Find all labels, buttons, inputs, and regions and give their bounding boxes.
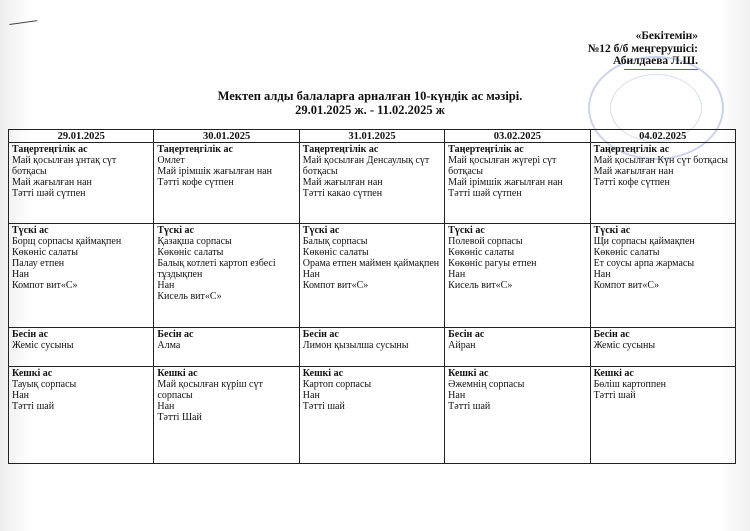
lunch-row [9, 224, 736, 328]
menu-item: Кисель вит«С» [448, 280, 513, 291]
date-header: 31.01.2025 [299, 130, 444, 143]
breakfast-cell [445, 143, 590, 224]
snack-cell [154, 328, 299, 367]
date-header: 04.02.2025 [590, 130, 735, 143]
menu-title-main: Мектеп алды балаларға арналған 10-күндік ас мәзірі. [217, 89, 523, 103]
menu-item: Алма [157, 340, 181, 351]
menu-item: Әжемнің сорпасы [448, 379, 525, 390]
menu-item: Май жағылған нан [302, 177, 383, 188]
menu-item: Компот вит«С» [593, 280, 660, 291]
menu-item: Нан [448, 390, 466, 401]
breakfast-cell [299, 143, 444, 224]
menu-title [150, 89, 590, 117]
snack-row [9, 328, 736, 367]
menu-item: Тәтті шай [302, 401, 345, 412]
menu-item: Нан [12, 269, 30, 280]
approval-position: №12 б/б меңгерушісі: [587, 42, 698, 55]
meal-label: Бесін ас [593, 329, 630, 340]
dinner-cell [299, 367, 444, 464]
menu-item: Көкөніс салаты [157, 247, 224, 258]
menu-item: Бөліш картоппен [593, 379, 667, 390]
menu-item: Картоп сорпасы [302, 379, 372, 390]
dinner-cell [154, 367, 299, 464]
menu-item: Тәтті шәй сүтпен [448, 188, 522, 199]
meal-label: Кешкі ас [302, 368, 344, 379]
approval-block [588, 30, 698, 70]
date-header: 30.01.2025 [154, 130, 299, 143]
menu-item: Май қосылған жүгері сүт ботқасы [448, 155, 557, 177]
meal-label: Кешкі ас [448, 368, 489, 379]
date-header: 03.02.2025 [445, 130, 590, 143]
menu-item: Көкөніс салаты [593, 247, 660, 258]
meal-label: Түскі ас [302, 225, 340, 236]
menu-item: Тәтті шай [12, 401, 55, 412]
menu-item: Май жағылған нан [12, 177, 92, 188]
meal-label: Кешкі ас [593, 368, 634, 379]
snack-cell [445, 328, 590, 367]
approval-heading: «Бекітемін» [635, 30, 698, 42]
meal-label: Таңертеңгілік ас [302, 144, 379, 155]
lunch-cell [590, 224, 735, 328]
menu-item: Кисель вит«С» [157, 291, 222, 302]
meal-label: Кешкі ас [12, 368, 53, 379]
menu-item: Көкөніс салаты [302, 247, 369, 258]
meal-label: Бесін ас [157, 329, 194, 340]
menu-item: Лимон қызылша сусыны [302, 340, 409, 351]
menu-item: Нан [157, 280, 175, 291]
menu-item: Балық сорпасы [302, 236, 368, 247]
breakfast-cell [154, 143, 299, 224]
snack-cell [9, 328, 154, 367]
dinner-row [9, 367, 736, 464]
menu-item: Көкөніс рагуы етпен [448, 258, 537, 269]
meal-label: Таңертеңгілік ас [12, 144, 88, 155]
menu-item: Қазақша сорпасы [157, 236, 232, 247]
menu-item: Нан [302, 390, 320, 401]
breakfast-cell [9, 143, 154, 224]
menu-item: Жеміс сусыны [12, 340, 74, 351]
menu-item: Балық котлеті картоп езбесі тұздықпен [157, 258, 276, 280]
menu-item: Тәтті Шай [157, 412, 202, 423]
menu-item: Май қосылған ұнтақ сүт ботқасы [12, 155, 117, 177]
breakfast-cell [590, 143, 735, 224]
menu-item: Май ірімшік жағылған нан [448, 177, 563, 188]
menu-table [8, 129, 736, 464]
menu-item: Май қосылған күріш сүт сорпасы [157, 379, 263, 401]
lunch-cell [154, 224, 299, 328]
menu-item: Ет соусы арпа жармасы [593, 258, 695, 269]
menu-item: Полевой сорпасы [448, 236, 523, 247]
menu-item: Май қосылған Күн сүт ботқасы [593, 155, 729, 166]
meal-label: Түскі ас [448, 225, 485, 236]
menu-item: Тауық сорпасы [12, 379, 77, 390]
menu-item: Нан [448, 269, 466, 280]
meal-label: Таңертеңгілік ас [157, 144, 233, 155]
menu-item: Щи сорпасы қаймақпен [593, 236, 695, 247]
menu-item: Май қосылған Денсаулық сүт ботқасы [302, 155, 430, 177]
menu-item: Палау етпен [12, 258, 65, 269]
menu-item: Компот вит«С» [12, 280, 78, 291]
menu-item: Компот вит«С» [302, 280, 369, 291]
menu-item: Май ірімшік жағылған нан [157, 166, 272, 177]
menu-title-dates: 29.01.2025 ж. - 11.02.2025 ж [295, 103, 445, 117]
menu-item: Көкөніс салаты [12, 247, 78, 258]
dinner-cell [9, 367, 154, 464]
lunch-cell [299, 224, 444, 328]
menu-item: Тәтті кофе сүтпен [593, 177, 670, 188]
dinner-cell [590, 367, 735, 464]
menu-item: Тәтті шай [593, 390, 636, 401]
approval-name: Абилдаева Л.Ш. [612, 55, 698, 67]
menu-item: Нан [302, 269, 320, 280]
breakfast-row [9, 143, 736, 224]
meal-label: Таңертеңгілік ас [593, 144, 670, 155]
menu-item: Айран [448, 340, 476, 351]
menu-item: Орама етпен маймен қаймақпен [302, 258, 440, 269]
menu-item: Тәтті кофе сүтпен [157, 177, 234, 188]
meal-label: Түскі ас [157, 225, 194, 236]
snack-cell [299, 328, 444, 367]
signature-line [624, 69, 698, 70]
menu-item: Омлет [157, 155, 185, 166]
meal-label: Бесін ас [12, 329, 49, 340]
menu-item: Май жағылған нан [593, 166, 674, 177]
menu-item: Тәтті шәй сүтпен [12, 188, 86, 199]
dinner-cell [445, 367, 590, 464]
menu-item: Тәтті какао сүтпен [302, 188, 383, 199]
meal-label: Таңертеңгілік ас [448, 144, 524, 155]
date-header-row [9, 130, 736, 143]
menu-item: Нан [157, 401, 175, 412]
meal-label: Түскі ас [12, 225, 49, 236]
menu-item: Тәтті шай [448, 401, 491, 412]
lunch-cell [445, 224, 590, 328]
menu-item: Нан [593, 269, 611, 280]
meal-label: Түскі ас [593, 225, 631, 236]
meal-label: Бесін ас [448, 329, 485, 340]
menu-item: Көкөніс салаты [448, 247, 515, 258]
meal-label: Бесін ас [302, 329, 339, 340]
date-header: 29.01.2025 [9, 130, 154, 143]
menu-item: Нан [12, 390, 30, 401]
menu-item: Жеміс сусыны [593, 340, 656, 351]
lunch-cell [9, 224, 154, 328]
snack-cell [590, 328, 735, 367]
menu-item: Борщ сорпасы қаймақпен [12, 236, 122, 247]
meal-label: Кешкі ас [157, 368, 198, 379]
